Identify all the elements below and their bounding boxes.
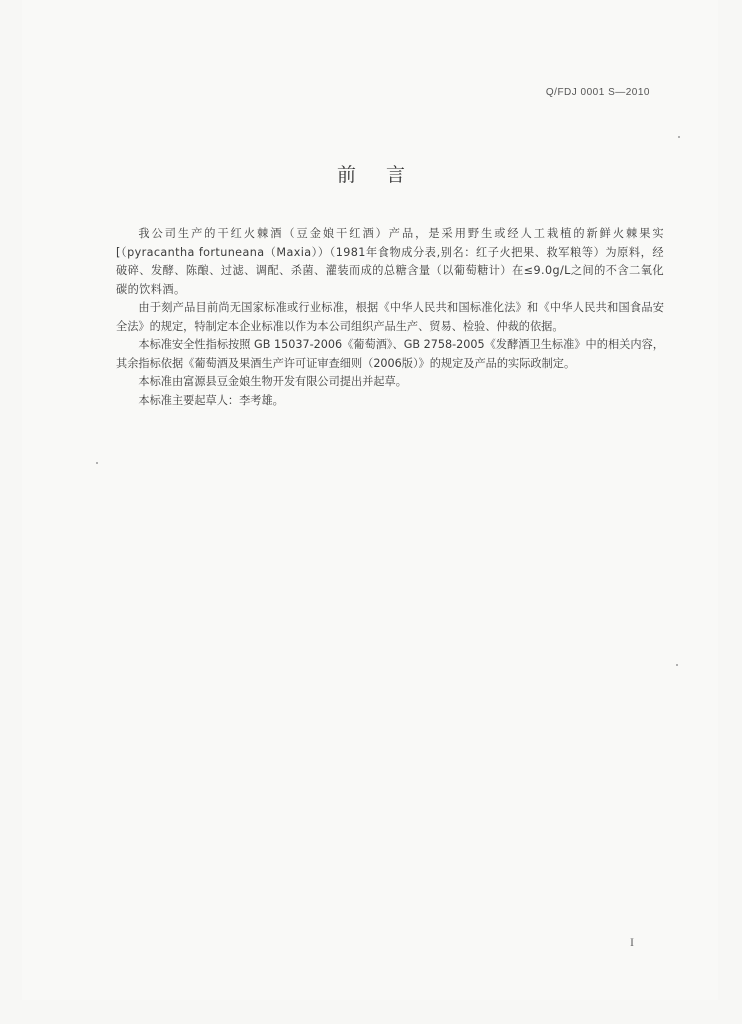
paragraph-drafter: 本标准主要起草人：李考雄。 bbox=[138, 393, 284, 407]
paragraph-product-description: 我公司生产的干红火棘酒（豆金娘干红酒）产品，是采用野生或经人工栽植的新鲜火棘果实[（pyracantha fortuneana（Maxia））（1981年食物成分表,别名：红子火把果、救军粮等）为原料，经破碎、发酵、陈酿、过滤、调配、杀菌、灌装而成的总糖含量（以葡萄糖计）在≤9.0g/L之间的不含二氧化碳的饮料酒。 bbox=[116, 227, 664, 296]
paragraph-safety-indicators: 本标准安全性指标按照 GB 15037-2006《葡萄酒》、GB 2758-2005《发酵酒卫生标准》中的相关内容，其余指标依据《葡萄酒及果酒生产许可证审查细则（2006版）》的规定及产品的实际政制定。 bbox=[116, 338, 664, 370]
paragraph-proposer: 本标准由富源县豆金娘生物开发有限公司提出并起草。 bbox=[138, 375, 407, 388]
scan-speck bbox=[96, 462, 98, 464]
scanned-sheet bbox=[22, 0, 718, 1000]
paragraph-legal-basis: 由于刻产品目前尚无国家标准或行业标准，根据《中华人民共和国标准化法》和《中华人民共和国食品安全法》的规定，特制定本企业标准以作为本公司组织产品生产、贸易、检验、仲裁的依据。 bbox=[116, 301, 664, 333]
standard-code: Q/FDJ 0001 S—2010 bbox=[545, 87, 650, 98]
foreword-body bbox=[116, 225, 664, 410]
page-title: 前言 bbox=[336, 164, 435, 186]
scan-speck bbox=[678, 136, 680, 138]
scan-speck bbox=[676, 664, 678, 666]
page-number: I bbox=[630, 935, 634, 949]
